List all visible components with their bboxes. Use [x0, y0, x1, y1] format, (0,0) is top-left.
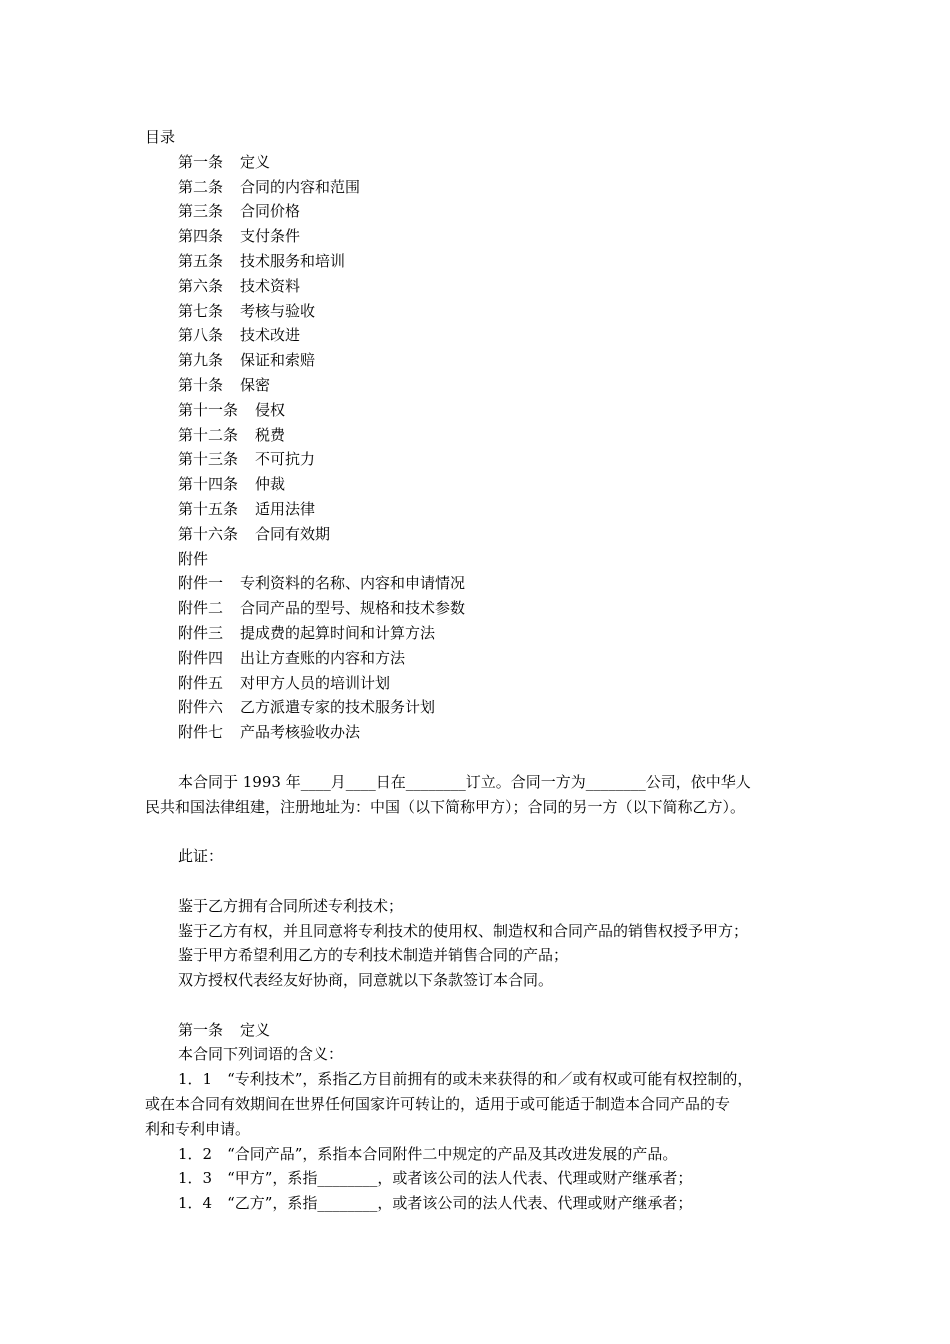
toc-item — [145, 497, 815, 522]
toc-annex-item — [145, 571, 815, 596]
toc-annex-title: 出让方查账的内容和方法 — [240, 648, 406, 667]
recital-item: 鉴于甲方希望利用乙方的专利技术制造并销售合同的产品； — [178, 946, 569, 965]
recitals — [145, 894, 815, 993]
toc-item — [145, 472, 815, 497]
article-heading-title: 定义 — [240, 1020, 271, 1039]
toc-item-title: 合同有效期 — [255, 524, 331, 543]
toc-item-title: 适用法律 — [255, 499, 316, 518]
toc-item-num: 第六条 — [178, 276, 224, 295]
toc-item — [145, 224, 815, 249]
toc-item-num: 第十四条 — [178, 475, 239, 494]
toc-annex-num: 附件六 — [178, 698, 224, 717]
toc-item-title: 仲裁 — [255, 475, 286, 494]
recital-item: 双方授权代表经友好协商，同意就以下条款签订本合同。 — [178, 971, 554, 990]
toc-item-num: 第十二条 — [178, 425, 239, 444]
toc-item — [145, 150, 815, 175]
toc-item-title: 技术服务和培训 — [240, 251, 346, 270]
toc-annex-num: 附件五 — [178, 673, 224, 692]
toc-annex-title: 乙方派遣专家的技术服务计划 — [240, 698, 436, 717]
toc-annex-item — [145, 695, 815, 720]
clause-1-1-line: 利和专利申请。 — [145, 1119, 251, 1138]
clause-1-1-line: 1．1 “专利技术”，系指乙方目前拥有的或未来获得的和／或有权或可能有权控制的， — [178, 1070, 753, 1089]
toc-item-title: 支付条件 — [240, 227, 301, 246]
toc-item — [145, 199, 815, 224]
toc-annex-num: 附件四 — [178, 648, 224, 667]
article-heading-num: 第一条 — [178, 1020, 224, 1039]
toc-item-title: 保证和索赔 — [240, 351, 316, 370]
toc-item-num: 第十六条 — [178, 524, 239, 543]
toc-annex-title: 对甲方人员的培训计划 — [240, 673, 391, 692]
toc-item-title: 合同的内容和范围 — [240, 177, 361, 196]
spacer — [145, 819, 815, 844]
toc-item — [145, 447, 815, 472]
toc-item — [145, 522, 815, 547]
toc-item-num: 第一条 — [178, 152, 224, 171]
toc-annex-title: 产品考核验收办法 — [240, 723, 361, 742]
toc-item-title: 合同价格 — [240, 202, 301, 221]
article-1 — [145, 1018, 815, 1216]
toc-item-num: 第二条 — [178, 177, 224, 196]
toc-item-title: 技术改进 — [240, 326, 301, 345]
toc-annex-item — [145, 720, 815, 745]
toc-item — [145, 299, 815, 324]
toc-item — [145, 398, 815, 423]
clause-1-2: 1．2 “合同产品”，系指本合同附件二中规定的产品及其改进发展的产品。 — [178, 1144, 678, 1163]
toc-annex-item — [145, 671, 815, 696]
toc-item-num: 第十一条 — [178, 400, 239, 419]
toc-item — [145, 423, 815, 448]
toc-item-title: 侵权 — [255, 400, 286, 419]
spacer — [145, 745, 815, 770]
toc-article-list — [145, 150, 815, 547]
toc-annex-item — [145, 596, 815, 621]
toc-item-num: 第九条 — [178, 351, 224, 370]
toc-item — [145, 373, 815, 398]
toc-item-num: 第五条 — [178, 251, 224, 270]
spacer — [145, 869, 815, 894]
toc-annex-list — [145, 571, 815, 745]
toc-item-title: 技术资料 — [240, 276, 301, 295]
preamble-paragraph — [145, 770, 815, 820]
clause-1-3: 1．3 “甲方”，系指________，或者该公司的法人代表、代理或财产继承者； — [178, 1169, 693, 1188]
toc-annex-title: 提成费的起算时间和计算方法 — [240, 623, 436, 642]
toc-item-title: 定义 — [240, 152, 271, 171]
toc-item — [145, 274, 815, 299]
toc-item-num: 第十五条 — [178, 499, 239, 518]
toc-item-title: 考核与验收 — [240, 301, 316, 320]
toc-item-num: 第十条 — [178, 375, 224, 394]
spacer — [145, 993, 815, 1018]
toc-annex-item — [145, 621, 815, 646]
toc-title: 目录 — [145, 128, 176, 146]
toc-item — [145, 348, 815, 373]
toc-annex-num: 附件一 — [178, 574, 224, 593]
recital-item: 鉴于乙方拥有合同所述专利技术； — [178, 896, 404, 915]
toc-item — [145, 249, 815, 274]
article-heading — [145, 1018, 815, 1043]
toc-annex-num: 附件三 — [178, 623, 224, 642]
toc-item-num: 第三条 — [178, 202, 224, 221]
toc-item-title: 保密 — [240, 375, 271, 394]
toc-annex-title: 专利资料的名称、内容和申请情况 — [240, 574, 466, 593]
toc-item-title: 不可抗力 — [255, 450, 316, 469]
clause-1-1-line: 或在本合同有效期间在世界任何国家许可转让的，适用于或可能适于制造本合同产品的专 — [145, 1095, 731, 1114]
toc-annex-heading: 附件 — [178, 549, 209, 568]
toc-item-num: 第四条 — [178, 227, 224, 246]
document-page — [145, 125, 815, 1216]
toc-item-num: 第八条 — [178, 326, 224, 345]
toc-annex-num: 附件二 — [178, 599, 224, 618]
toc-annex-item — [145, 646, 815, 671]
toc-item-num: 第七条 — [178, 301, 224, 320]
clause-1-4: 1．4 “乙方”，系指________，或者该公司的法人代表、代理或财产继承者； — [178, 1194, 693, 1213]
witness-text: 此证： — [178, 847, 224, 866]
toc-item — [145, 323, 815, 348]
toc-item-num: 第十三条 — [178, 450, 239, 469]
recital-item: 鉴于乙方有权，并且同意将专利技术的使用权、制造权和合同产品的销售权授予甲方； — [178, 921, 749, 940]
preamble-line: 民共和国法律组建，注册地址为：中国（以下简称甲方）；合同的另一方（以下简称乙方）。 — [145, 797, 746, 816]
preamble-line: 本合同于 1993 年____月____日在________订立。合同一方为________公司，依中华人 — [178, 772, 751, 791]
article-intro: 本合同下列词语的含义： — [178, 1045, 344, 1064]
toc-annex-title: 合同产品的型号、规格和技术参数 — [240, 599, 466, 618]
toc-item-title: 税费 — [255, 425, 286, 444]
toc-item — [145, 175, 815, 200]
toc-annex-num: 附件七 — [178, 723, 224, 742]
